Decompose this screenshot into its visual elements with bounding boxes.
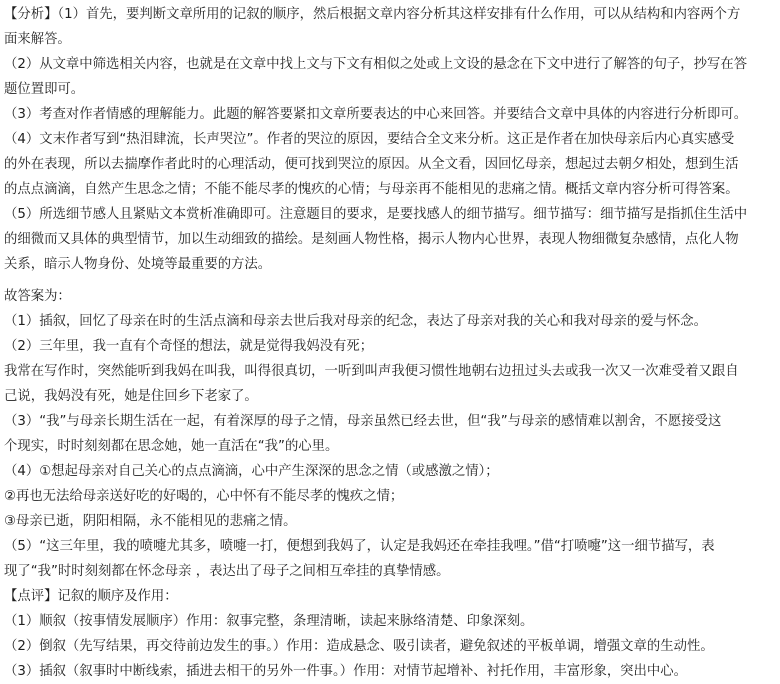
answer-line: 个现实，时时刻刻都在思念她，她一直活在“我”的心里。 — [4, 439, 339, 454]
answer-line: （4）①想起母亲对自己关心的点点滴滴，心中产生深深的思念之情（或感激之情）； — [4, 464, 499, 479]
answer-line: （2）三年里，我一直有个奇怪的想法，就是觉得我妈没有死； — [4, 339, 374, 354]
section-gap — [4, 277, 776, 284]
analysis-line: 的细微而又具体的典型情节，加以生动细致的描绘。是刻画人物性格，揭示人物内心世界，表现人物细微复杂感情，点化人物 — [4, 232, 739, 247]
answer-line: （5）“这三年里，我的喷嚏尤其多，喷嚏一打，便想到我妈了，认定是我妈还在牵挂我哩。”借“打喷嚏”这一细节描写，表 — [4, 539, 715, 554]
comment-line: （1）顺叙（按事情发展顺序）作用：叙事完整，条理清晰，读起来脉络清楚、印象深刻。 — [4, 614, 534, 629]
answer-line: 我常在写作时，突然能听到我妈在叫我，叫得很真切，一听到叫声我便习惯性地朝右边扭过头去或我一次又一次难受着又跟自 — [4, 364, 739, 379]
analysis-line: （5）所选细节感人且紧贴文本赏析准确即可。注意题目的要求，是要找感人的细节描写。细节描写：细节描写是指抓住生活中 — [4, 207, 748, 222]
answer-line: （3）“我”与母亲长期生活在一起，有着深厚的母子之情，母亲虽然已经去世，但“我”与母亲的感情难以割舍，不愿接受这 — [4, 414, 722, 429]
analysis-line: 的外在表现，所以去揣摩作者此时的心理活动，便可找到哭泣的原因。从全文看，因回忆母亲，想起过去朝夕相处，想到生活 — [4, 157, 739, 172]
analysis-line: 关系，暗示人物身份、处境等最重要的方法。 — [4, 257, 272, 272]
answer-line: 己说，我妈没有死，她是住回乡下老家了。 — [4, 389, 258, 404]
answer-line: （1）插叙，回忆了母亲在时的生活点滴和母亲去世后我对母亲的纪念，表达了母亲对我的关心和我对母亲的爱与怀念。 — [4, 314, 707, 329]
analysis-heading: 【分析】 — [4, 7, 58, 22]
analysis-line: 面来解答。 — [4, 32, 71, 47]
analysis-line: 的点点滴滴，自然产生思念之情；不能不能尽孝的愧疚的心情；与母亲再不能相见的悲痛之情。概括文章内容分析可得答案。 — [4, 182, 739, 197]
answer-line: ③母亲已逝，阴阳相隔，永不能相见的悲痛之情。 — [4, 514, 297, 529]
comment-heading: 【点评】记叙的顺序及作用： — [4, 589, 178, 604]
analysis-line: （1）首先，要判断文章所用的记叙的顺序，然后根据文章内容分析其这样安排有什么作用，可以从结构和内容两个方 — [57, 7, 741, 22]
analysis-first-line — [4, 2, 774, 27]
comment-line: （2）倒叙（先写结果，再交待前边发生的事。）作用：造成悬念、吸引读者，避免叙述的平板单调，增强文章的生动性。 — [4, 639, 714, 654]
answer-line: 现了“我”时时刻刻都在怀念母亲 ，表达出了母子之间相互牵挂的真挚情感。 — [4, 564, 450, 579]
analysis-line: 题位置即可。 — [4, 82, 85, 97]
comment-line: （3）插叙（叙事时中断线索，插进去相干的另外一件事。）作用：对情节起增补、衬托作用，丰富形象，突出中心。 — [4, 664, 687, 679]
analysis-line: （4）文末作者写到“热泪肆流，长声哭泣”。作者的哭泣的原因，要结合全文来分析。这正是作者在加快母亲后内心真实感受 — [4, 132, 735, 147]
analysis-line: （3）考查对作者情感的理解能力。此题的解答要紧扣文章所要表达的中心来回答。并要结合文章中具体的内容进行分析即可。 — [4, 107, 748, 122]
analysis-line: （2）从文章中筛选相关内容，也就是在文章中找上文与下文有相似之处或上文设的悬念在下文中进行了解答的句子，抄写在答 — [4, 57, 748, 72]
answer-line: ②再也无法给母亲送好吃的好喝的，心中怀有不能尽孝的愧疚之情； — [4, 489, 404, 504]
answer-heading: 故答案为： — [4, 289, 71, 304]
